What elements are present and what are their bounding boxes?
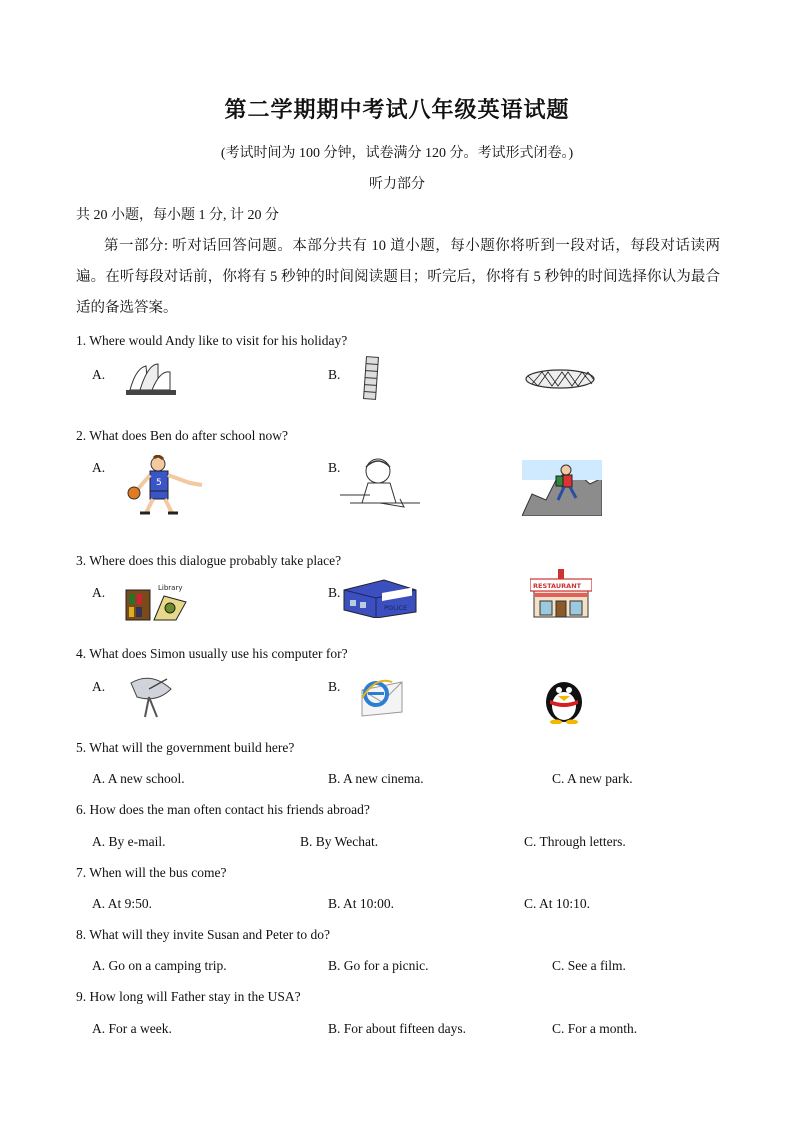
- q8-option-a: A. Go on a camping trip.: [92, 958, 227, 973]
- question-count: 共 20 小题，每小题 1 分, 计 20 分: [76, 208, 279, 223]
- q2-option-b-label: B.: [328, 460, 341, 475]
- q7-option-b: B. At 10:00.: [328, 896, 395, 911]
- q5-option-b: B. A new cinema.: [328, 771, 424, 786]
- q9-option-c: C. For a month.: [552, 1021, 638, 1036]
- svg-text:5: 5: [156, 478, 162, 488]
- section-heading: 听力部分: [369, 177, 425, 192]
- svg-text:RESTAURANT: RESTAURANT: [533, 582, 582, 590]
- q4-option-a-label: A.: [92, 679, 106, 694]
- q8-option-b: B. Go for a picnic.: [328, 958, 429, 973]
- satellite-dish-icon: [127, 673, 175, 719]
- birds-nest-stadium-icon: [524, 368, 596, 390]
- q3-option-b-label: B.: [328, 585, 341, 600]
- question-8: 8. What will they invite Susan and Peter to do?: [76, 927, 330, 942]
- q7-option-c: C. At 10:10.: [524, 896, 591, 911]
- instructions: 第一部分: 听对话回答问题。本部分共有 10 道小题，每小题你将听到一段对话，每段对话读两遍。在听每段对话前，你将有 5 秒钟的时间阅读题目；听完后，你将有 5 秒钟的时间选择你认为最合适的备选答案。: [76, 238, 720, 316]
- qq-penguin-icon: [540, 674, 588, 724]
- q2-option-a-label: A.: [92, 460, 106, 475]
- q9-option-b: B. For about fifteen days.: [328, 1021, 466, 1036]
- question-7: 7. When will the bus come?: [76, 865, 227, 880]
- q1-option-b-label: B.: [328, 367, 341, 382]
- q9-option-a: A. For a week.: [92, 1021, 172, 1036]
- q4-option-b-label: B.: [328, 679, 341, 694]
- question-1: 1. Where would Andy like to visit for his holiday?: [76, 333, 348, 348]
- q6-option-a: A. By e-mail.: [92, 834, 166, 849]
- q5-option-a: A. A new school.: [92, 771, 185, 786]
- basketball-player-icon: [120, 455, 208, 517]
- svg-text:Library: Library: [158, 584, 183, 592]
- exam-subtitle: (考试时间为 100 分钟，试卷满分 120 分。考试形式闭卷。): [220, 146, 574, 161]
- sydney-opera-house-icon: [126, 360, 176, 396]
- q1-option-a-label: A.: [92, 367, 106, 382]
- q6-option-b: B. By Wechat.: [300, 834, 379, 849]
- leaning-tower-of-pisa-icon: [362, 355, 380, 401]
- question-3: 3. Where does this dialogue probably take place?: [76, 553, 342, 568]
- restaurant-icon: [530, 569, 592, 619]
- exam-title: 第二学期期中考试八年级英语试题: [224, 98, 570, 123]
- library-icon: [124, 580, 188, 622]
- internet-explorer-mail-icon: [356, 672, 406, 718]
- question-6: 6. How does the man often contact his friends abroad?: [76, 802, 370, 817]
- svg-text:POLICE: POLICE: [384, 604, 408, 612]
- rock-climber-icon: [522, 460, 602, 516]
- question-9: 9. How long will Father stay in the USA?: [76, 989, 301, 1004]
- question-4: 4. What does Simon usually use his computer for?: [76, 646, 348, 661]
- police-station-icon: [342, 576, 418, 618]
- q3-option-a-label: A.: [92, 585, 106, 600]
- q7-option-a: A. At 9:50.: [92, 896, 153, 911]
- q8-option-c: C. See a film.: [552, 958, 626, 973]
- q6-option-c: C. Through letters.: [524, 834, 626, 849]
- boy-writing-icon: [340, 455, 422, 515]
- q5-option-c: C. A new park.: [552, 771, 633, 786]
- question-2: 2. What does Ben do after school now?: [76, 428, 288, 443]
- question-5: 5. What will the government build here?: [76, 740, 295, 755]
